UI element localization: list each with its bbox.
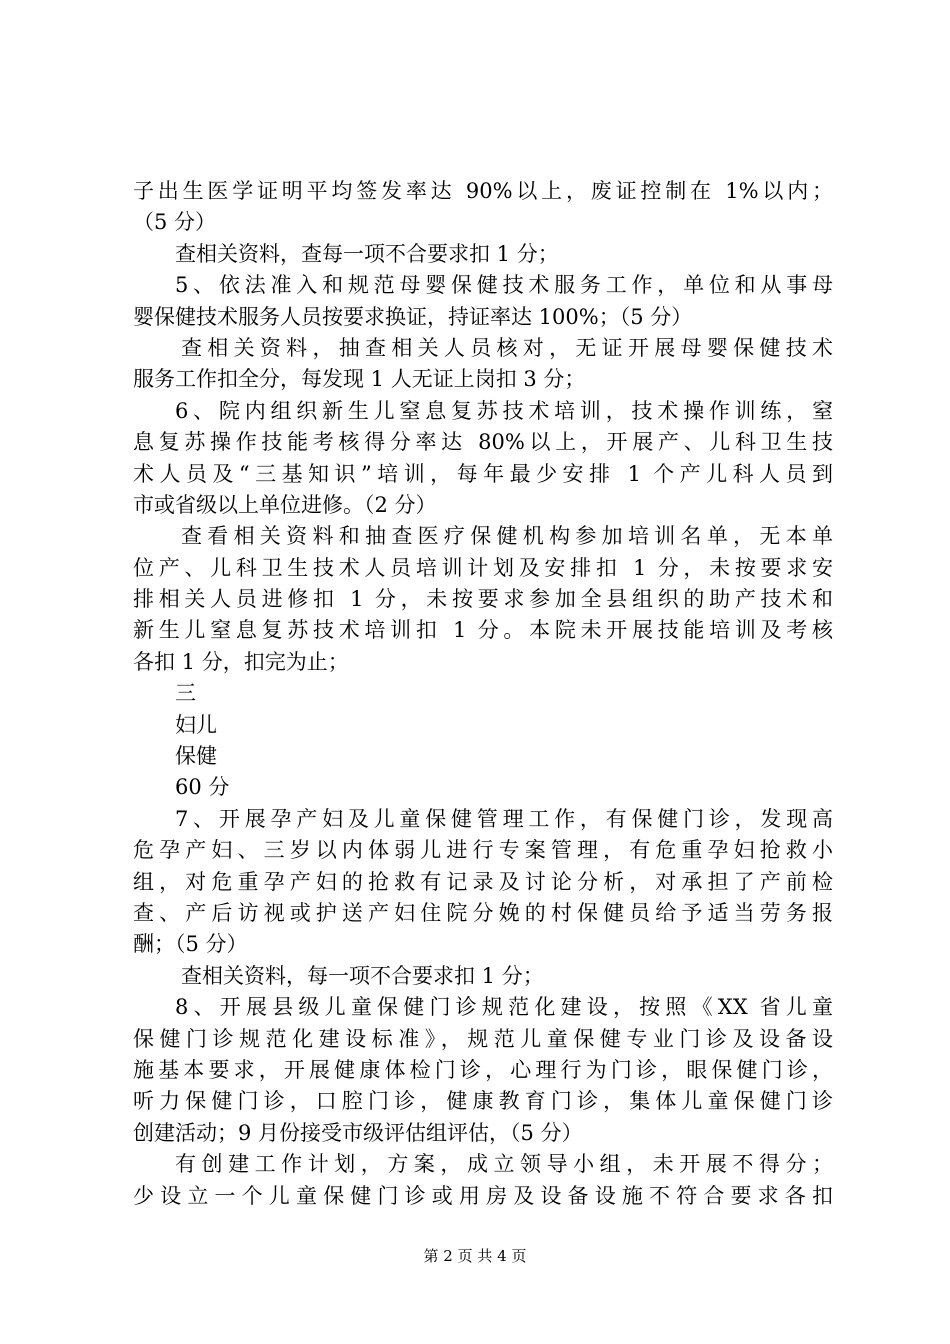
text-line: 位产、儿科卫生技术人员培训计划及安排扣 1 分，未按要求安: [133, 555, 833, 580]
text-line: 6、院内组织新生儿窒息复苏技术培训，技术操作训练，窒: [175, 398, 833, 423]
text-line: 查相关资料，抽查相关人员核对，无证开展母婴保健技术: [181, 335, 833, 360]
text-line: 子出生医学证明平均签发率达 90%以上，废证控制在 1%以内；: [133, 179, 833, 203]
text-line: 服务工作扣全分，每发现 1 人无证上岗扣 3 分；: [133, 367, 586, 392]
text-line: 术人员及“三基知识”培训，每年最少安排 1 个产儿科人员到: [133, 461, 833, 486]
text-line: 创建活动；9 月份接受市级评估组评估，（5 分）: [133, 1120, 583, 1145]
text-line: 妇儿: [175, 712, 217, 737]
text-line: （5 分）: [133, 210, 217, 235]
text-line: 查相关资料，查每一项不合要求扣 1 分；: [175, 241, 559, 266]
text-line: 施基本要求，开展健康体检门诊，心理行为门诊，眼保健门诊，: [133, 1057, 833, 1082]
text-line: 组，对危重孕产妇的抢救有记录及讨论分析，对承担了产前检: [133, 869, 833, 894]
text-line: 市或省级以上单位进修。（2 分）: [133, 492, 437, 517]
text-line: 查、产后访视或护送产妇住院分娩的村保健员给予适当劳务报: [133, 900, 833, 925]
page-footer: 第 2 页 共 4 页: [423, 1247, 527, 1265]
text-line: 保健门诊规范化建设标准》，规范儿童保健专业门诊及设备设: [133, 1026, 833, 1051]
text-line: 婴保健技术服务人员按要求换证，持证率达 100%；（5 分）: [133, 304, 693, 329]
text-line: 保健: [175, 744, 217, 769]
text-line: 查看相关资料和抽查医疗保健机构参加培训名单，无本单: [181, 524, 833, 549]
text-line: 5、依法准入和规范母婴保健技术服务工作，单位和从事母: [175, 273, 833, 298]
text-line: 听力保健门诊，口腔门诊，健康教育门诊，集体儿童保健门诊: [133, 1089, 833, 1114]
text-line: 息复苏操作技能考核得分率达 80%以上，开展产、儿科卫生技: [133, 430, 833, 455]
text-line: 少设立一个儿童保健门诊或用房及设备设施不符合要求各扣: [133, 1183, 833, 1208]
text-line: 三: [175, 681, 196, 706]
text-line: 危孕产妇、三岁以内体弱儿进行专案管理，有危重孕妇抢救小: [133, 838, 833, 863]
text-line: 排相关人员进修扣 1 分，未按要求参加全县组织的助产技术和: [133, 587, 833, 612]
text-line: 7、开展孕产妇及儿童保健管理工作，有保健门诊，发现高: [175, 806, 833, 831]
text-line: 查相关资料，每一项不合要求扣 1 分；: [181, 963, 544, 988]
text-line: 新生儿窒息复苏技术培训扣 1 分。本院未开展技能培训及考核: [133, 618, 833, 643]
text-line: 各扣 1 分，扣完为止；: [133, 649, 349, 674]
text-line: 酬；（5 分）: [133, 932, 248, 957]
text-line: 8、开展县级儿童保健门诊规范化建设，按照《XX 省儿童: [175, 995, 833, 1020]
text-line: 有创建工作计划，方案，成立领导小组，未开展不得分；: [175, 1152, 833, 1177]
text-line: 60 分: [175, 775, 230, 800]
document-body: [133, 176, 833, 1212]
